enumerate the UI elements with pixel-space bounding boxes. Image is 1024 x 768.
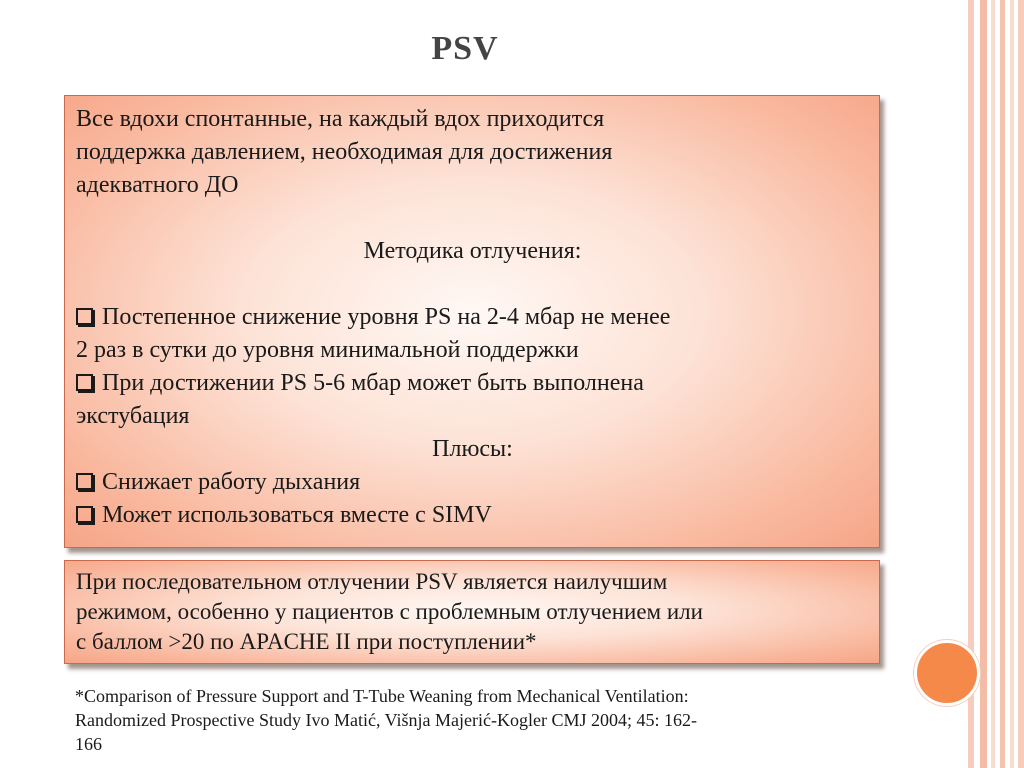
decorative-stripe (1000, 0, 1005, 768)
intro-line: поддержка давлением, необходимая для достижения (76, 139, 613, 165)
weaning-item-continuation: экстубация (76, 403, 190, 429)
conclusion-line: с баллом >20 по APACHE II при поступлении* (76, 629, 537, 654)
checkbox-square-icon (76, 308, 93, 325)
conclusion-line: режимом, особенно у пациентов с проблемным отлучением или (76, 599, 703, 624)
pros-item (76, 499, 869, 532)
decorative-stripe (1010, 0, 1014, 768)
checkbox-square-icon (76, 473, 93, 490)
conclusion-box (64, 560, 880, 664)
spacer (76, 268, 869, 301)
checkbox-square-icon (76, 506, 93, 523)
intro-line: Все вдохи спонтанные, на каждый вдох приходится (76, 106, 605, 132)
conclusion-line: При последовательном отлучении PSV является наилучшим (76, 569, 668, 594)
weaning-item (76, 367, 869, 400)
main-content-box (64, 95, 880, 548)
weaning-heading: Методика отлучения: (363, 238, 582, 264)
footnote-line: 166 (75, 734, 102, 754)
pros-item-text: Может использоваться вместе с SIMV (102, 502, 492, 528)
reference-footnote (75, 684, 895, 756)
decorative-stripe (1018, 0, 1024, 768)
slide-title: PSV (431, 30, 499, 67)
weaning-item-text: При достижении PS 5-6 мбар может быть выполнена (102, 370, 644, 396)
pros-heading: Плюсы: (432, 436, 513, 462)
pros-item (76, 466, 869, 499)
footnote-line: *Comparison of Pressure Support and T-Tube Weaning from Mechanical Ventilation: (75, 686, 689, 706)
spacer (76, 202, 869, 235)
weaning-item-text: Постепенное снижение уровня PS на 2-4 мбар не менее (102, 304, 671, 330)
weaning-item-continuation: 2 раз в сутки до уровня минимальной поддержки (76, 337, 579, 363)
weaning-item (76, 301, 869, 334)
pros-item-text: Снижает работу дыхания (102, 469, 361, 495)
checkbox-square-icon (76, 374, 93, 391)
orange-circle-icon (914, 640, 980, 706)
decorative-stripe (991, 0, 995, 768)
intro-line: адекватного ДО (76, 172, 239, 198)
decorative-stripe (980, 0, 987, 768)
footnote-line: Randomized Prospective Study Ivo Matić, Višnja Majerić-Kogler CMJ 2004; 45: 162- (75, 710, 697, 730)
